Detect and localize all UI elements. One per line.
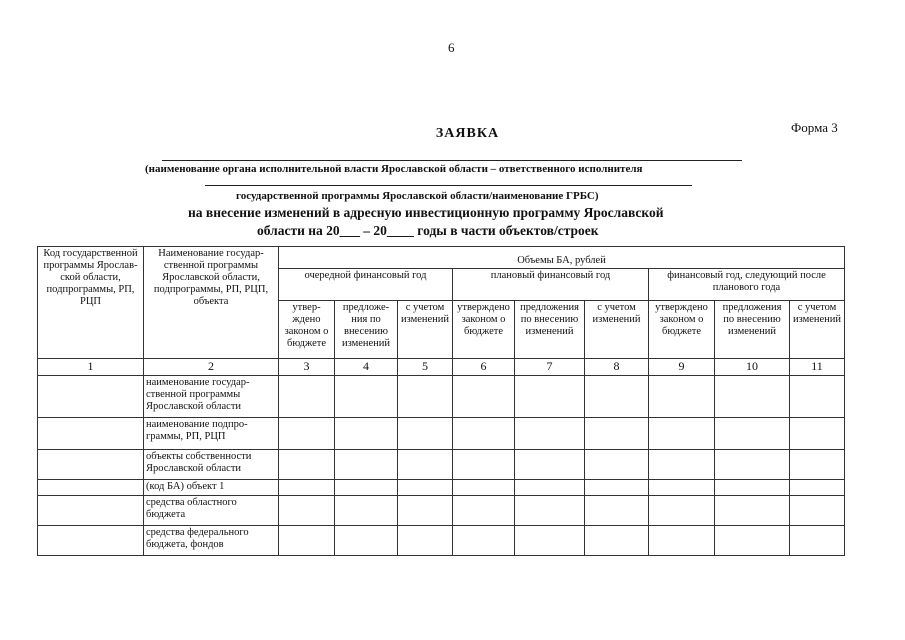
column-number: 3 <box>279 359 335 376</box>
row-label: объекты собственности Ярославской области <box>144 450 279 480</box>
column-number: 5 <box>398 359 453 376</box>
column-number-row <box>38 359 845 376</box>
fill-in-line <box>162 160 742 161</box>
header-current-year: очередной финансовый год <box>279 269 453 301</box>
column-number: 11 <box>790 359 845 376</box>
row-label: (код БА) объект 1 <box>144 480 279 496</box>
header-name: Наименование государственной программы Ярославской области, подпрограммы, РП, РЦП, объекта <box>144 247 279 359</box>
column-number: 6 <box>453 359 515 376</box>
header-planned-year: плановый финансовый год <box>453 269 649 301</box>
row-label: наименование подпрограммы, РП, РЦП <box>144 418 279 450</box>
table-row <box>38 496 845 526</box>
column-number: 4 <box>335 359 398 376</box>
fill-in-line <box>205 185 692 186</box>
header-code: Код государственной программы Ярославской области, подпрограммы, РП, РЦП <box>38 247 144 359</box>
subheader-with-changes: с учетом изменений <box>790 301 845 359</box>
subheader-proposals: предложения по внесению изменений <box>515 301 585 359</box>
table-row <box>38 418 845 450</box>
header-following-year: финансовый год, следующий после планового года <box>649 269 845 301</box>
heading-line-2: области на 20___ – 20____ годы в части объектов/строек <box>257 223 599 238</box>
subheader-proposals: предложения по внесению изменений <box>335 301 398 359</box>
table-row <box>38 450 845 480</box>
column-number: 10 <box>715 359 790 376</box>
column-number: 1 <box>38 359 144 376</box>
row-label: средства областного бюджета <box>144 496 279 526</box>
subheader-with-changes: с учетом изменений <box>585 301 649 359</box>
column-number: 2 <box>144 359 279 376</box>
row-label: средства федерального бюджета, фондов <box>144 526 279 556</box>
subheader-approved: утверждено законом о бюджете <box>453 301 515 359</box>
page-number: 6 <box>448 40 455 55</box>
form-label: Форма 3 <box>791 120 838 135</box>
table-row <box>38 480 845 496</box>
column-number: 9 <box>649 359 715 376</box>
application-table <box>37 246 845 556</box>
row-label: наименование государственной программы Ярославской области <box>144 376 279 418</box>
column-number: 8 <box>585 359 649 376</box>
subheader-approved: утверждено законом о бюджете <box>649 301 715 359</box>
subheader-with-changes: с учетом изменений <box>398 301 453 359</box>
heading-line-1: на внесение изменений в адресную инвестиционную программу Ярославской <box>188 205 664 220</box>
caption-authority: (наименование органа исполнительной власти Ярославской области – ответственного исполнителя <box>145 163 643 175</box>
header-volumes: Объемы БА, рублей <box>279 247 845 269</box>
document-title: ЗАЯВКА <box>435 126 500 141</box>
caption-program: государственной программы Ярославской области/наименование ГРБС) <box>236 190 599 202</box>
column-number: 7 <box>515 359 585 376</box>
table-row <box>38 376 845 418</box>
table-row <box>38 526 845 556</box>
subheader-proposals: предложения по внесению изменений <box>715 301 790 359</box>
subheader-approved: утверждено законом о бюджете <box>279 301 335 359</box>
